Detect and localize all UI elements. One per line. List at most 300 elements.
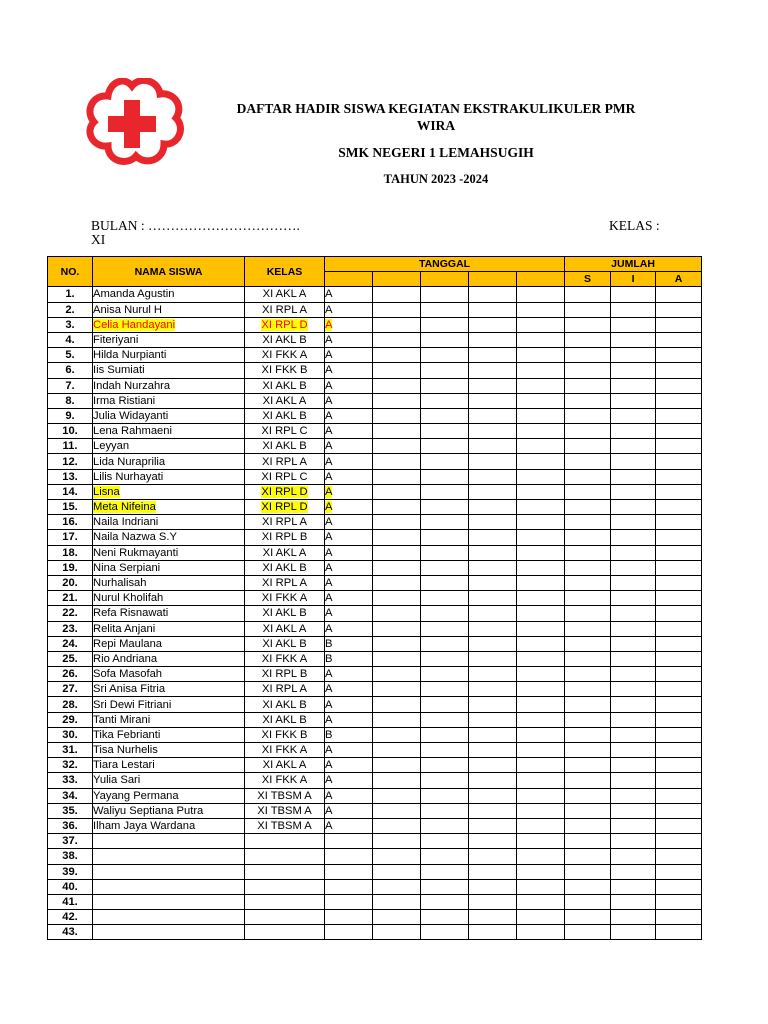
- student-name: [93, 348, 245, 363]
- student-class: [245, 894, 325, 909]
- student-name: [93, 682, 245, 697]
- date-cell: [421, 530, 469, 545]
- total-cell: [656, 743, 702, 758]
- total-cell: [611, 606, 656, 621]
- student-class: [245, 910, 325, 925]
- date-cell: [469, 591, 517, 606]
- row-number-text: 26.: [62, 668, 78, 681]
- attendance-mark: [325, 849, 373, 864]
- date-cell: [421, 667, 469, 682]
- header-kelas: KELAS: [245, 257, 325, 287]
- student-class-text: XI AKL B: [262, 607, 307, 620]
- student-class: [245, 469, 325, 484]
- student-name-text: Ilham Jaya Wardana: [93, 820, 196, 833]
- row-number: [48, 560, 93, 575]
- date-cell: [421, 469, 469, 484]
- date-cell: [373, 621, 421, 636]
- table-row: [48, 287, 702, 302]
- student-class: [245, 743, 325, 758]
- date-cell: [469, 500, 517, 515]
- student-class: [245, 697, 325, 712]
- row-number: [48, 591, 93, 606]
- row-number-text: 22.: [62, 607, 78, 620]
- student-name: [93, 834, 245, 849]
- total-cell: [656, 317, 702, 332]
- date-cell: [373, 454, 421, 469]
- total-cell: [656, 302, 702, 317]
- total-cell: [611, 773, 656, 788]
- row-number: [48, 317, 93, 332]
- row-number: [48, 287, 93, 302]
- row-number-text: 19.: [62, 561, 78, 574]
- student-name-text: Celia Handayani: [93, 318, 176, 331]
- student-name-text: Nurul Kholifah: [93, 592, 164, 605]
- student-class-text: XI AKL A: [262, 759, 307, 772]
- attendance-mark-text: A: [325, 334, 333, 347]
- attendance-mark-text: A: [325, 546, 333, 559]
- student-name: [93, 408, 245, 423]
- date-cell: [373, 636, 421, 651]
- table-row: [48, 378, 702, 393]
- date-cell: [517, 651, 565, 666]
- total-cell: [565, 378, 611, 393]
- total-cell: [565, 484, 611, 499]
- student-class: [245, 408, 325, 423]
- date-cell: [517, 515, 565, 530]
- attendance-mark: [325, 287, 373, 302]
- date-cell: [373, 606, 421, 621]
- total-cell: [656, 287, 702, 302]
- total-cell: [611, 530, 656, 545]
- total-cell: [565, 758, 611, 773]
- student-class: [245, 818, 325, 833]
- row-number-text: 32.: [62, 759, 78, 772]
- student-name: [93, 606, 245, 621]
- total-cell: [565, 454, 611, 469]
- date-cell: [421, 621, 469, 636]
- date-cell: [517, 849, 565, 864]
- row-number-text: 7.: [65, 379, 75, 392]
- total-cell: [611, 667, 656, 682]
- student-name-text: Sri Anisa Fitria: [93, 683, 166, 696]
- row-number: [48, 408, 93, 423]
- student-class: [245, 727, 325, 742]
- total-cell: [656, 424, 702, 439]
- row-number-text: 9.: [65, 409, 75, 422]
- date-cell: [373, 697, 421, 712]
- kelas-value: XI: [91, 232, 106, 247]
- attendance-mark: [325, 469, 373, 484]
- table-row: [48, 682, 702, 697]
- date-cell: [517, 484, 565, 499]
- student-name: [93, 849, 245, 864]
- total-cell: [565, 712, 611, 727]
- row-number: [48, 712, 93, 727]
- table-row: [48, 408, 702, 423]
- total-cell: [656, 560, 702, 575]
- date-cell: [373, 591, 421, 606]
- date-cell: [421, 378, 469, 393]
- table-row: [48, 667, 702, 682]
- table-row: [48, 651, 702, 666]
- attendance-table: [47, 256, 702, 940]
- date-cell: [373, 879, 421, 894]
- date-cell: [421, 363, 469, 378]
- date-cell: [421, 560, 469, 575]
- attendance-mark: [325, 834, 373, 849]
- date-cell: [517, 697, 565, 712]
- student-class-text: XI RPL A: [262, 455, 307, 468]
- date-cell: [469, 560, 517, 575]
- row-number-text: 1.: [65, 288, 75, 301]
- total-cell: [565, 803, 611, 818]
- date-cell: [373, 424, 421, 439]
- total-cell: [656, 515, 702, 530]
- table-row: [48, 591, 702, 606]
- student-name-text: Sri Dewi Fitriani: [93, 698, 172, 711]
- total-cell: [656, 348, 702, 363]
- total-cell: [656, 378, 702, 393]
- date-cell: [469, 606, 517, 621]
- total-cell: [611, 287, 656, 302]
- date-cell: [421, 682, 469, 697]
- attendance-mark: [325, 302, 373, 317]
- student-name-text: Sofa Masofah: [93, 668, 163, 681]
- date-cell: [421, 317, 469, 332]
- date-cell: [421, 348, 469, 363]
- student-name-text: Tisa Nurhelis: [93, 744, 158, 757]
- total-cell: [611, 591, 656, 606]
- date-cell: [469, 788, 517, 803]
- row-number: [48, 910, 93, 925]
- attendance-mark: [325, 530, 373, 545]
- student-name-text: Tika Febrianti: [93, 728, 161, 741]
- row-number-text: 14.: [62, 485, 78, 498]
- date-cell: [421, 894, 469, 909]
- total-cell: [611, 727, 656, 742]
- student-class: [245, 332, 325, 347]
- total-cell: [611, 469, 656, 484]
- date-cell: [421, 591, 469, 606]
- student-name-text: Amanda Agustin: [93, 288, 175, 301]
- table-row: [48, 560, 702, 575]
- student-class-text: XI TBSM A: [257, 789, 312, 802]
- attendance-mark: [325, 545, 373, 560]
- attendance-mark-text: A: [325, 516, 333, 529]
- row-number: [48, 773, 93, 788]
- row-number-text: 25.: [62, 652, 78, 665]
- total-cell: [565, 727, 611, 742]
- total-cell: [656, 591, 702, 606]
- row-number: [48, 469, 93, 484]
- date-cell: [517, 530, 565, 545]
- attendance-mark: [325, 393, 373, 408]
- date-cell: [469, 424, 517, 439]
- date-cell: [421, 606, 469, 621]
- attendance-mark-text: A: [325, 607, 333, 620]
- table-row: [48, 500, 702, 515]
- attendance-mark: [325, 879, 373, 894]
- date-cell: [517, 818, 565, 833]
- attendance-mark-text: A: [325, 303, 333, 316]
- header-tanggal: TANGGAL: [325, 257, 565, 272]
- attendance-mark: [325, 712, 373, 727]
- student-class-text: XI FKK B: [261, 364, 308, 377]
- date-cell: [373, 727, 421, 742]
- total-cell: [565, 925, 611, 940]
- student-name: [93, 667, 245, 682]
- student-class-text: XI AKL B: [262, 713, 307, 726]
- student-name: [93, 788, 245, 803]
- date-cell: [421, 515, 469, 530]
- date-cell: [469, 925, 517, 940]
- attendance-mark-text: A: [325, 774, 333, 787]
- total-cell: [656, 408, 702, 423]
- total-cell: [565, 515, 611, 530]
- header-tanggal-cell: [469, 272, 517, 287]
- date-cell: [517, 575, 565, 590]
- student-class-text: XI AKL A: [262, 288, 307, 301]
- attendance-mark-text: A: [325, 561, 333, 574]
- row-number-text: 43.: [62, 926, 78, 939]
- row-number-text: 20.: [62, 577, 78, 590]
- total-cell: [656, 773, 702, 788]
- student-class-text: XI FKK A: [261, 592, 308, 605]
- attendance-mark: [325, 424, 373, 439]
- student-name-text: Lida Nuraprilia: [93, 455, 166, 468]
- row-number: [48, 803, 93, 818]
- date-cell: [469, 484, 517, 499]
- header-nama-siswa: NAMA SISWA: [93, 257, 245, 287]
- attendance-mark: [325, 864, 373, 879]
- student-name: [93, 575, 245, 590]
- attendance-mark-text: A: [325, 683, 333, 696]
- student-name-text: Lena Rahmaeni: [93, 425, 172, 438]
- attendance-mark-text: A: [325, 455, 333, 468]
- date-cell: [517, 500, 565, 515]
- date-cell: [469, 773, 517, 788]
- total-cell: [611, 408, 656, 423]
- row-number-text: 42.: [62, 911, 78, 924]
- total-cell: [611, 818, 656, 833]
- row-number: [48, 454, 93, 469]
- total-cell: [656, 606, 702, 621]
- total-cell: [611, 879, 656, 894]
- table-row: [48, 484, 702, 499]
- row-number: [48, 743, 93, 758]
- student-name: [93, 454, 245, 469]
- student-name-text: Julia Widayanti: [93, 409, 169, 422]
- date-cell: [517, 894, 565, 909]
- date-cell: [373, 818, 421, 833]
- student-class-text: XI FKK A: [261, 349, 308, 362]
- student-class: [245, 393, 325, 408]
- student-name: [93, 378, 245, 393]
- total-cell: [565, 575, 611, 590]
- student-class-text: XI RPL B: [261, 531, 308, 544]
- date-cell: [421, 849, 469, 864]
- row-number-text: 33.: [62, 774, 78, 787]
- row-number: [48, 606, 93, 621]
- total-cell: [656, 439, 702, 454]
- attendance-mark-text: A: [325, 394, 333, 407]
- attendance-mark-text: A: [325, 501, 333, 514]
- row-number: [48, 500, 93, 515]
- date-cell: [517, 560, 565, 575]
- total-cell: [656, 651, 702, 666]
- total-cell: [656, 758, 702, 773]
- total-cell: [656, 834, 702, 849]
- total-cell: [656, 667, 702, 682]
- row-number-text: 41.: [62, 895, 78, 908]
- date-cell: [421, 393, 469, 408]
- total-cell: [611, 834, 656, 849]
- total-cell: [611, 332, 656, 347]
- date-cell: [469, 697, 517, 712]
- student-class-text: XI AKL B: [262, 440, 307, 453]
- student-name-text: Indah Nurzahra: [93, 379, 171, 392]
- row-number: [48, 849, 93, 864]
- total-cell: [565, 545, 611, 560]
- table-row: [48, 925, 702, 940]
- table-row: [48, 363, 702, 378]
- attendance-mark: [325, 894, 373, 909]
- date-cell: [373, 302, 421, 317]
- student-name: [93, 469, 245, 484]
- student-name: [93, 910, 245, 925]
- attendance-mark: [325, 378, 373, 393]
- row-number: [48, 925, 93, 940]
- table-row: [48, 302, 702, 317]
- date-cell: [373, 363, 421, 378]
- student-name: [93, 803, 245, 818]
- student-class-text: XI AKL B: [262, 409, 307, 422]
- total-cell: [611, 697, 656, 712]
- attendance-mark-text: A: [325, 364, 333, 377]
- attendance-mark: [325, 636, 373, 651]
- total-cell: [656, 454, 702, 469]
- student-class: [245, 864, 325, 879]
- attendance-mark: [325, 758, 373, 773]
- row-number-text: 28.: [62, 698, 78, 711]
- date-cell: [517, 469, 565, 484]
- row-number: [48, 348, 93, 363]
- student-name: [93, 864, 245, 879]
- date-cell: [517, 317, 565, 332]
- student-name: [93, 894, 245, 909]
- date-cell: [517, 302, 565, 317]
- date-cell: [517, 788, 565, 803]
- student-name: [93, 287, 245, 302]
- bulan-field: BULAN : …………………………….: [91, 218, 300, 233]
- total-cell: [656, 484, 702, 499]
- row-number-text: 37.: [62, 835, 78, 848]
- total-cell: [656, 363, 702, 378]
- date-cell: [373, 788, 421, 803]
- date-cell: [373, 545, 421, 560]
- row-number: [48, 545, 93, 560]
- student-name-text: Nurhalisah: [93, 577, 147, 590]
- header-jumlah-a: A: [656, 272, 702, 287]
- attendance-mark: [325, 803, 373, 818]
- student-name-text: Anisa Nurul H: [93, 303, 163, 316]
- date-cell: [373, 743, 421, 758]
- total-cell: [656, 864, 702, 879]
- student-class: [245, 849, 325, 864]
- attendance-mark-text: A: [325, 698, 333, 711]
- student-class-text: XI RPL A: [262, 683, 307, 696]
- date-cell: [469, 864, 517, 879]
- header-no: NO.: [48, 257, 93, 287]
- date-cell: [469, 667, 517, 682]
- total-cell: [565, 363, 611, 378]
- table-row: [48, 834, 702, 849]
- row-number-text: 23.: [62, 622, 78, 635]
- row-number: [48, 894, 93, 909]
- attendance-mark-text: A: [325, 713, 333, 726]
- date-cell: [517, 879, 565, 894]
- student-name: [93, 424, 245, 439]
- student-name-text: Naila Indriani: [93, 516, 159, 529]
- attendance-mark: [325, 818, 373, 833]
- date-cell: [517, 743, 565, 758]
- date-cell: [373, 469, 421, 484]
- date-cell: [469, 651, 517, 666]
- date-cell: [469, 636, 517, 651]
- student-class-text: XI RPL A: [262, 303, 307, 316]
- date-cell: [373, 317, 421, 332]
- row-number: [48, 424, 93, 439]
- row-number: [48, 302, 93, 317]
- student-name-text: Nina Serpiani: [93, 561, 161, 574]
- attendance-mark: [325, 515, 373, 530]
- row-number-text: 2.: [65, 303, 75, 316]
- date-cell: [469, 302, 517, 317]
- student-class: [245, 606, 325, 621]
- student-name: [93, 363, 245, 378]
- attendance-mark: [325, 606, 373, 621]
- date-cell: [469, 545, 517, 560]
- student-name: [93, 393, 245, 408]
- date-cell: [373, 378, 421, 393]
- student-name-text: Rio Andriana: [93, 652, 158, 665]
- attendance-mark-text: B: [325, 728, 333, 741]
- date-cell: [517, 773, 565, 788]
- total-cell: [565, 439, 611, 454]
- date-cell: [469, 393, 517, 408]
- student-class: [245, 575, 325, 590]
- date-cell: [421, 575, 469, 590]
- date-cell: [373, 667, 421, 682]
- attendance-mark-text: A: [325, 288, 333, 301]
- date-cell: [517, 834, 565, 849]
- attendance-mark-text: A: [325, 409, 333, 422]
- date-cell: [421, 727, 469, 742]
- attendance-mark: [325, 454, 373, 469]
- student-class: [245, 515, 325, 530]
- attendance-mark: [325, 439, 373, 454]
- total-cell: [656, 682, 702, 697]
- date-cell: [517, 287, 565, 302]
- total-cell: [611, 849, 656, 864]
- date-cell: [517, 803, 565, 818]
- row-number-text: 5.: [65, 349, 75, 362]
- red-cross-flower-logo: [78, 78, 186, 168]
- date-cell: [373, 393, 421, 408]
- row-number-text: 35.: [62, 804, 78, 817]
- student-class-text: XI RPL C: [261, 425, 308, 438]
- student-name: [93, 925, 245, 940]
